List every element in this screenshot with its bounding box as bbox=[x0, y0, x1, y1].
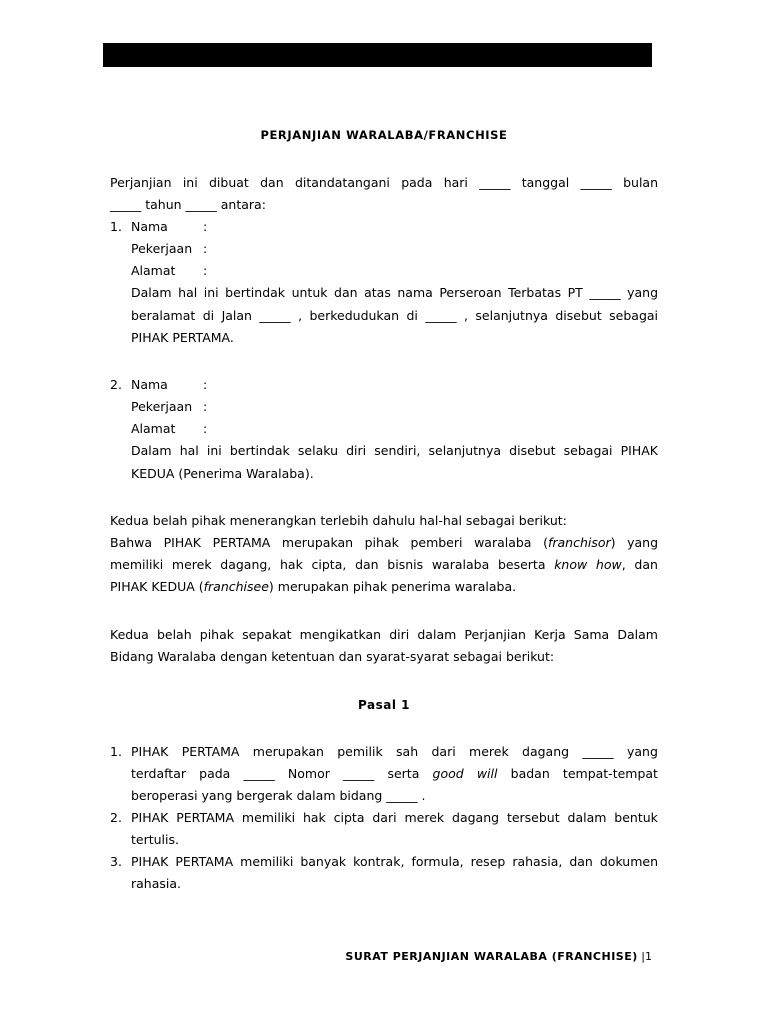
word: diri bbox=[346, 443, 367, 458]
word: mengikatkan bbox=[299, 627, 382, 642]
word: di bbox=[406, 308, 418, 323]
word: hak bbox=[302, 810, 326, 825]
word: merek bbox=[171, 557, 212, 572]
pasal1-item-2-line-1 bbox=[131, 807, 658, 829]
footer-separator: | bbox=[641, 950, 645, 963]
header-redaction-bar bbox=[103, 43, 652, 67]
recital-line-2-franchisor: (franchisor) yang bbox=[543, 535, 658, 550]
word: atas bbox=[364, 285, 391, 300]
word: diri bbox=[389, 627, 410, 642]
pasal1-item-2-number: 2. bbox=[110, 810, 122, 825]
word: , bbox=[463, 308, 468, 323]
word: Kerja bbox=[534, 627, 566, 642]
party1-address-label: Alamat bbox=[131, 263, 176, 278]
word: hari bbox=[443, 175, 468, 190]
intro-line-2: _____ tahun _____ antara: bbox=[110, 197, 266, 212]
word: belah bbox=[156, 627, 192, 642]
party2-address-label: Alamat bbox=[131, 421, 176, 436]
party1-desc-line-3: PIHAK PERTAMA. bbox=[131, 330, 234, 345]
word: waralaba bbox=[431, 557, 490, 572]
document-title: PERJANJIAN WARALABA/FRANCHISE bbox=[260, 128, 508, 142]
pasal1-item-3-number: 3. bbox=[110, 854, 122, 869]
pasal1-item-2-line-2: tertulis. bbox=[131, 832, 179, 847]
word: nama bbox=[397, 285, 433, 300]
word: PIHAK bbox=[131, 810, 169, 825]
word: untuk bbox=[291, 285, 328, 300]
party2-name-colon: : bbox=[203, 377, 208, 392]
word: tempat-tempat bbox=[562, 766, 658, 781]
word: memiliki bbox=[241, 810, 296, 825]
recital-line-3-end: dan bbox=[634, 557, 658, 572]
word: Kedua bbox=[110, 627, 149, 642]
word: ditandatangani bbox=[294, 175, 390, 190]
footer-label: SURAT PERJANJIAN WARALABA (FRANCHISE) bbox=[345, 950, 638, 963]
word: memiliki bbox=[110, 557, 164, 572]
word: merupakan bbox=[281, 535, 354, 550]
pasal1-item-1-goodwill: good will bbox=[432, 766, 498, 781]
word: Jalan bbox=[221, 308, 252, 323]
word: cipta, bbox=[311, 557, 347, 572]
word: _____ bbox=[343, 766, 375, 781]
word: pemberi bbox=[410, 535, 463, 550]
party1-desc-line-2 bbox=[131, 305, 658, 327]
word: disebut bbox=[509, 443, 556, 458]
footer-page-number: 1 bbox=[645, 950, 652, 963]
word: sebagai bbox=[563, 443, 613, 458]
word: bertindak bbox=[229, 443, 290, 458]
word: _____ bbox=[580, 175, 612, 190]
word: disebut bbox=[555, 308, 602, 323]
word: dan bbox=[569, 854, 593, 869]
word: selanjutnya bbox=[475, 308, 548, 323]
word: sepakat bbox=[242, 627, 292, 642]
word: kontrak, bbox=[353, 854, 405, 869]
party1-name-colon: : bbox=[203, 219, 208, 234]
word: hak bbox=[280, 557, 303, 572]
word: merek bbox=[404, 810, 445, 825]
agreement-line-1 bbox=[110, 624, 658, 646]
word: cipta bbox=[333, 810, 365, 825]
word: merupakan bbox=[252, 744, 324, 759]
party1-number: 1. bbox=[110, 219, 122, 234]
party1-job-colon: : bbox=[203, 241, 208, 256]
word: Nomor bbox=[287, 766, 330, 781]
word: ini bbox=[203, 285, 219, 300]
word: selaku bbox=[297, 443, 339, 458]
word: _____ bbox=[479, 175, 511, 190]
word: PERTAMA bbox=[176, 810, 235, 825]
intro-line-1 bbox=[110, 172, 658, 194]
word: _____ bbox=[582, 744, 614, 759]
pasal1-item-1-line-3: beroperasi yang bergerak dalam bidang _____ . bbox=[131, 788, 426, 803]
pasal-1-heading: Pasal 1 bbox=[358, 698, 410, 712]
page-footer bbox=[345, 946, 652, 968]
party2-desc-line-1 bbox=[131, 440, 658, 462]
word: _____ bbox=[589, 285, 621, 300]
word: dagang, bbox=[220, 557, 272, 572]
word: banyak bbox=[300, 854, 347, 869]
word: bentuk bbox=[614, 810, 658, 825]
word: dan bbox=[260, 175, 284, 190]
word: berkedudukan bbox=[309, 308, 400, 323]
party1-desc-line-1 bbox=[131, 282, 658, 304]
party2-job-label: Pekerjaan bbox=[131, 399, 193, 414]
word: sendiri, bbox=[374, 443, 421, 458]
word: dalam bbox=[417, 627, 457, 642]
word: pihak bbox=[364, 535, 399, 550]
party2-address-colon: : bbox=[203, 421, 208, 436]
party1-job-label: Pekerjaan bbox=[131, 241, 193, 256]
party1-name-label: Nama bbox=[131, 219, 168, 234]
word: yang bbox=[626, 744, 658, 759]
word: yang bbox=[627, 285, 658, 300]
word: pihak bbox=[199, 627, 234, 642]
word: Perseroan bbox=[439, 285, 502, 300]
word: Perjanjian bbox=[110, 175, 172, 190]
pasal1-item-1-line-2 bbox=[131, 763, 658, 785]
word: Sama bbox=[573, 627, 610, 642]
recital-line-3 bbox=[110, 554, 658, 576]
word: tanggal bbox=[521, 175, 570, 190]
word: dagang bbox=[522, 744, 570, 759]
word: resep bbox=[470, 854, 506, 869]
word: terdaftar bbox=[131, 766, 186, 781]
word: PIHAK bbox=[131, 744, 169, 759]
word: sah bbox=[396, 744, 419, 759]
word: PIHAK bbox=[131, 854, 169, 869]
word: dan bbox=[355, 557, 379, 572]
word: sebagai bbox=[609, 308, 658, 323]
word: dalam bbox=[567, 810, 607, 825]
party2-number: 2. bbox=[110, 377, 122, 392]
pasal1-item-1-line-1 bbox=[131, 741, 658, 763]
agreement-line-2: Bidang Waralaba dengan ketentuan dan syarat-syarat sebagai berikut: bbox=[110, 649, 555, 664]
word: dan bbox=[334, 285, 358, 300]
word: di bbox=[202, 308, 215, 323]
word: Dalam bbox=[617, 627, 658, 642]
word: bisnis bbox=[387, 557, 424, 572]
word: dagang bbox=[452, 810, 500, 825]
word: hal bbox=[178, 285, 198, 300]
word: waralaba bbox=[474, 535, 532, 550]
word: bertindak bbox=[225, 285, 286, 300]
pasal1-item-1-number: 1. bbox=[110, 744, 122, 759]
word: pada bbox=[199, 766, 231, 781]
word: rahasia, bbox=[512, 854, 563, 869]
pasal1-item-3-line-2: rahasia. bbox=[131, 876, 181, 891]
word: Dalam bbox=[131, 443, 172, 458]
word: Dalam bbox=[131, 285, 172, 300]
recital-line-1: Kedua belah pihak menerangkan terlebih dahulu hal-hal sebagai berikut: bbox=[110, 513, 567, 528]
word: Bahwa bbox=[110, 535, 153, 550]
word: serta bbox=[387, 766, 420, 781]
recital-line-2 bbox=[110, 532, 658, 554]
word: dari bbox=[431, 744, 456, 759]
word: memiliki bbox=[240, 854, 294, 869]
party1-address-colon: : bbox=[203, 263, 208, 278]
word: Terbatas bbox=[508, 285, 562, 300]
pasal1-item-3-line-1 bbox=[131, 851, 658, 873]
word: bulan bbox=[623, 175, 658, 190]
word: merek bbox=[469, 744, 509, 759]
word: PT bbox=[567, 285, 583, 300]
recital-line-4: PIHAK KEDUA (franchisee) merupakan pihak penerima waralaba. bbox=[110, 579, 517, 594]
word: tersebut bbox=[506, 810, 560, 825]
word: dokumen bbox=[599, 854, 658, 869]
recital-line-3-knowhow: know how, bbox=[554, 557, 626, 572]
word: beralamat bbox=[131, 308, 196, 323]
word: PERTAMA bbox=[181, 744, 240, 759]
word: dibuat bbox=[208, 175, 249, 190]
word: dari bbox=[372, 810, 397, 825]
word: PERTAMA bbox=[212, 535, 271, 550]
word: badan bbox=[510, 766, 550, 781]
word: pada bbox=[401, 175, 433, 190]
word: Perjanjian bbox=[464, 627, 526, 642]
word: _____ bbox=[243, 766, 275, 781]
word: beserta bbox=[497, 557, 546, 572]
party2-job-colon: : bbox=[203, 399, 208, 414]
word: PERTAMA bbox=[175, 854, 234, 869]
party2-desc-line-2: KEDUA (Penerima Waralaba). bbox=[131, 466, 314, 481]
word: ini bbox=[206, 443, 222, 458]
word: formula, bbox=[411, 854, 464, 869]
word: hal bbox=[179, 443, 199, 458]
word: pemilik bbox=[337, 744, 383, 759]
word: ini bbox=[182, 175, 198, 190]
word: PIHAK bbox=[620, 443, 658, 458]
word: PIHAK bbox=[163, 535, 201, 550]
word: _____ bbox=[425, 308, 457, 323]
word: _____ bbox=[259, 308, 291, 323]
word: , bbox=[298, 308, 303, 323]
word: selanjutnya bbox=[428, 443, 502, 458]
party2-name-label: Nama bbox=[131, 377, 168, 392]
